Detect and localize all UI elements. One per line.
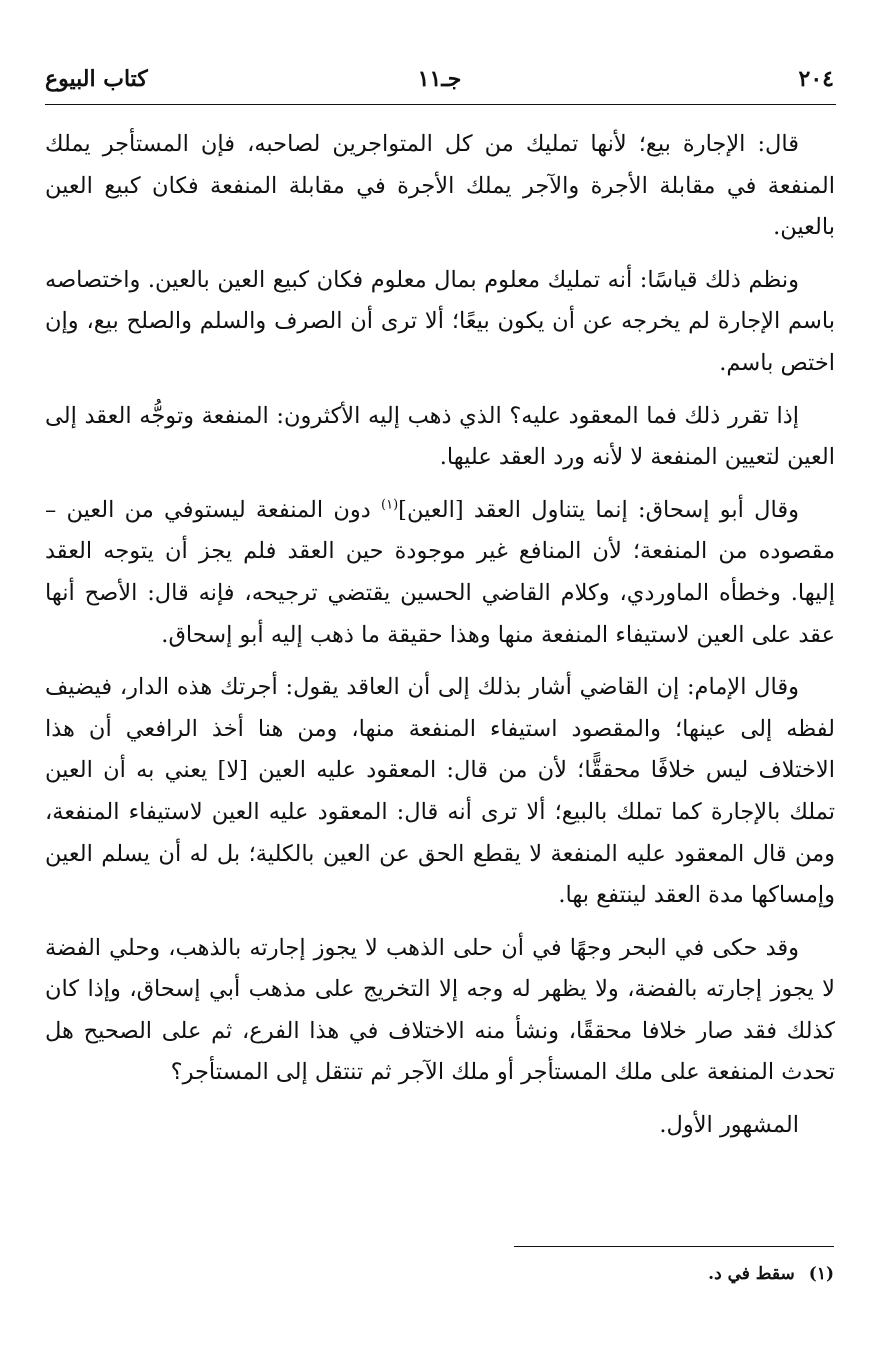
footnote: [434, 1264, 834, 1284]
page-number: ٢٠٤: [798, 66, 834, 92]
header-divider: [45, 104, 836, 105]
paragraph-4-start: وقال أبو إسحاق: إنما يتناول العقد [العين]: [398, 496, 799, 523]
book-title: كتاب البيوع: [45, 66, 148, 92]
paragraph-3: إذا تقرر ذلك فما المعقود عليه؟ الذي ذهب إليه الأكثرون: المنفعة وتوجُّه العقد إلى العين لتعيين المنفعة لا لأنه ورد العقد عليها.: [45, 402, 835, 471]
footnote-text: سقط في د.: [708, 1264, 795, 1284]
paragraph-4: [45, 490, 835, 656]
paragraph-6: وقد حكى في البحر وجهًا في أن حلى الذهب لا يجوز إجارته بالذهب، وحلي الفضة لا يجوز إجارته بالفضة، ولا يظهر له وجه إلا التخريج على مذهب أبي إسحاق، وإذا كان كذلك فقد صار خلافا محققًا، ونشأ منه الاختلاف في هذا الفرع، ثم على الصحيح هل تحدث المنفعة على ملك المستأجر أو ملك الآجر ثم تنتقل إلى المستأجر؟: [45, 934, 835, 1086]
paragraph-1: قال: الإجارة بيع؛ لأنها تمليك من كل المتواجرين لصاحبه، فإن المستأجر يملك المنفعة في مقابلة الأجرة والآجر يملك الأجرة في مقابلة المنفعة فكان كبيع العين بالعين.: [45, 131, 835, 241]
paragraph-5: وقال الإمام: إن القاضي أشار بذلك إلى أن العاقد يقول: أجرتك هذه الدار، فيضيف لفظه إلى عينها؛ والمقصود استيفاء المنفعة منها، ومن هنا أخذ الرافعي أن هذا الاختلاف ليس خلافًا محققًّا؛ لأن من قال: المعقود عليه العين [لا] يعني به أن العين تملك بالإجارة كما تملك بالبيع؛ ألا ترى أنه قال: المعقود عليه العين لاستيفاء المنفعة، ومن قال المعقود عليه المنفعة لا يقطع الحق عن العين بالكلية؛ بل له أن يسلم العين وإمساكها مدة العقد لينتفع بها.: [45, 674, 835, 909]
footnote-reference: (١): [381, 497, 399, 513]
paragraph-2: ونظم ذلك قياسًا: أنه تمليك معلوم بمال معلوم فكان كبيع العين بالعين. واختصاصه باسم الإجارة لم يخرجه عن أن يكون بيعًا؛ ألا ترى أن الصرف والسلم والصلح بيع، وإن اختص باسم.: [45, 266, 835, 376]
footnote-divider: [514, 1246, 834, 1247]
volume-label: جـ١١: [417, 66, 462, 92]
paragraph-7: المشهور الأول.: [659, 1112, 799, 1139]
paragraph-4-rest: دون المنفعة ليستوفي من العين – مقصوده من المنفعة؛ لأن المنافع غير موجودة حين العقد فلم يجز أن يتوجه العقد إليها. وخطأه الماوردي، وكلام القاضي الحسين يقتضي ترجيحه، فإنه قال: الأصح أنها عقد على العين لاستيفاء المنفعة منها وهذا حقيقة ما ذهب إليه أبو إسحاق.: [45, 496, 835, 648]
main-text: [45, 124, 835, 1158]
footnote-number: (١): [808, 1264, 834, 1284]
running-header: [45, 62, 834, 102]
